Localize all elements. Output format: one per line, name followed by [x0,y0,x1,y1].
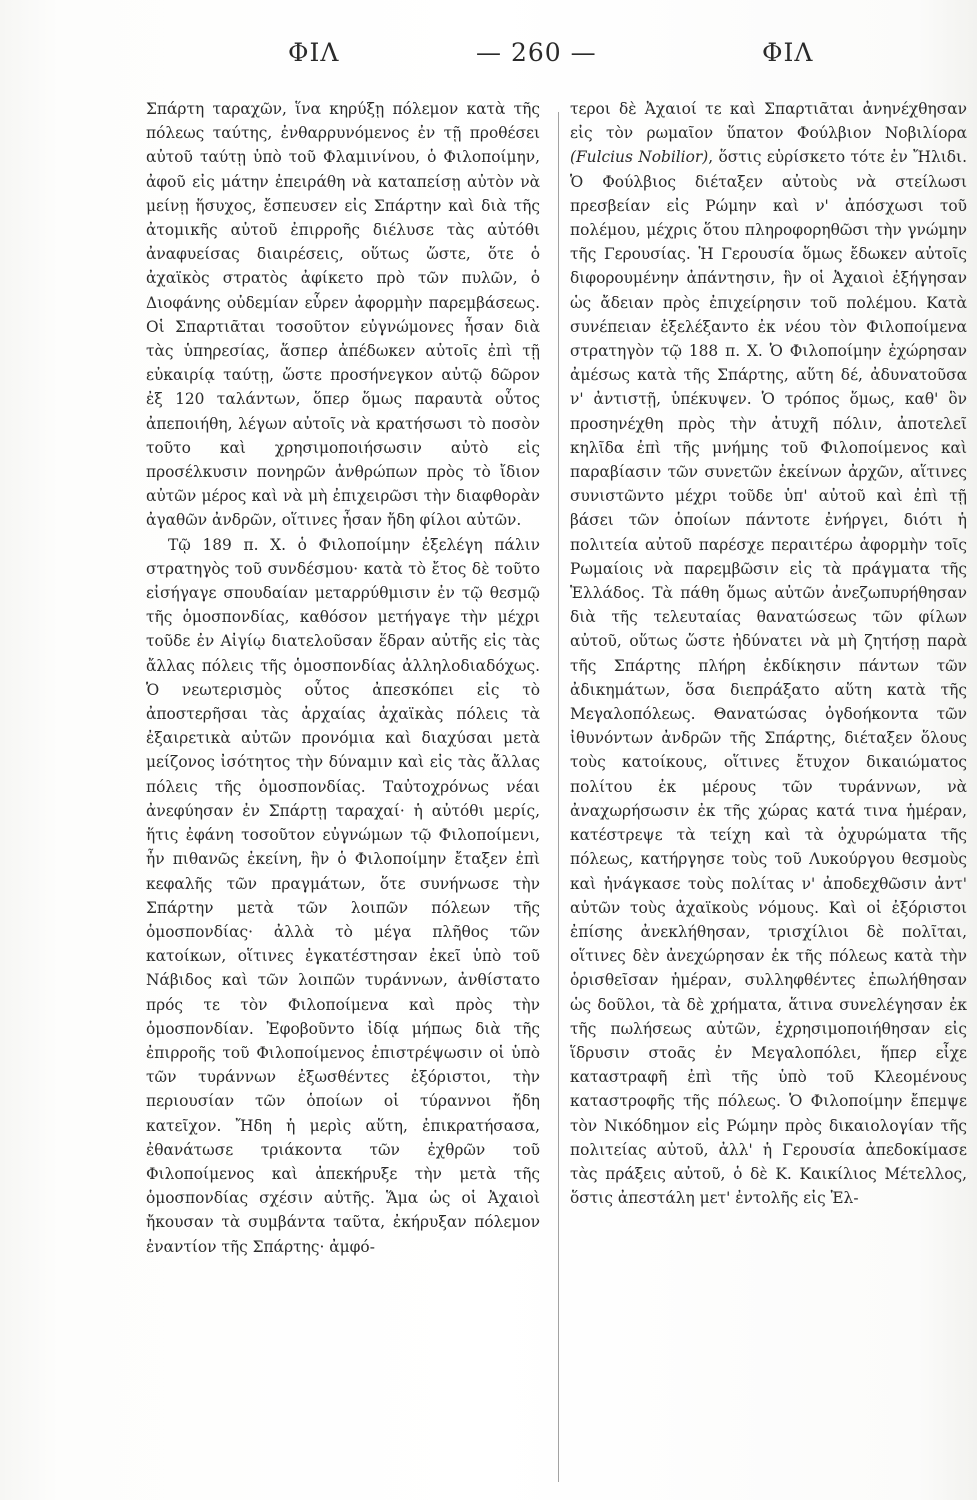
header-left-guide-word: ΦΙΛ [288,38,340,67]
header-right-guide-word: ΦΙΛ [762,38,814,67]
page-header [140,38,830,88]
right-paragraph-1-start: τεροι δὲ Ἀχαιοί τε καὶ Σπαρτιᾶται ἀνηνέχθησαν εἰς τὸν ρωμαῖον ὕπατον Φούλβιον Νοβιλίορα [570,100,967,143]
right-paragraph-1-rest: , ὅστις εὑρίσκετο τότε ἐν Ἤλιδι. Ὁ Φούλβιος διέταξεν αὐτοὺς νὰ στείλωσι πρεσβείαν εἰς Ρώμην καὶ ν' ἀπόσχωσι τοῦ πολέμου, μέχρις ὅτου πληροφορηθῶσι τὴν γνώμην τῆς Γερουσίας. Ἡ Γερουσία ὅμως ἔδωκεν αὐτοῖς διφορουμένην ἀπάντησιν, ἣν οἱ Ἀχαιοὶ ἐξήγησαν ὡς ἄδειαν πρὸς ἐπιχείρησιν τοῦ πολέμου. Κατὰ συνέπειαν ἐξελέξαντο ἐκ νέου τὸν Φιλοποίμενα στρατηγὸν τῷ 188 π. Χ. Ὁ Φιλοποίμην ἐχώρησαν ἀμέσως κατὰ τῆς Σπάρτης, αὕτη δέ, ἀδυνατοῦσα ν' ἀντιστῇ, ὑπέκυψεν. Ὁ τρόπος ὅμως, καθ' ὃν προσηνέχθη πρὸς τὴν ἀτυχῆ πόλιν, ἀποτελεῖ κηλῖδα ἐπὶ τῆς μνήμης τοῦ Φιλοποίμενος καὶ παραβίασιν τῶν συνετῶν ἐκείνων ἀρχῶν, αἵτινες συνιστῶντο μέχρι τοῦδε ὑπ' αὐτοῦ καὶ ἐπὶ τῇ βάσει τῶν ὁποίων πάντοτε ἐνήργει, διότι ἡ πολιτεία αὐτοῦ παρέσχε περαιτέρω ἀφορμὴν τοῖς Ρωμαίοις νὰ παρεμβῶσιν εἰς τὰ πράγματα τῆς Ἑλλάδος. Τὰ πάθη ὅμως αὐτῶν ἀνεζωπυρήθησαν διὰ τῆς τελευταίας θανατώσεως τῶν φίλων αὐτοῦ, οὕτως ὥστε ἠδύνατει νὰ μὴ ζητήσῃ παρὰ τῆς Σπάρτης πλήρη ἐκδίκησιν πάντων τῶν ἀδικημάτων, ὅσα διεπράξατο αὕτη κατὰ τῆς Μεγαλοπόλεως. Θανατώσας ὀγδοήκοντα τῶν ἰθυνόντων ἀνδρῶν τῆς Σπάρτης, διέταξεν ὅλους τοὺς κατοίκους, οἵτινες ἔτυχον δικαιώματος πολίτου ἐκ μέρους τῶν τυράννων, νὰ ἀναχωρήσωσιν ἐκ τῆς χώρας κατά τινα ἡμέραν, κατέστρεψε τὰ τείχη καὶ τὰ ὀχυρώματα τῆς πόλεως, κατήργησε τοὺς τοῦ Λυκούργου θεσμοὺς καὶ ἠνάγκασε τοὺς πολίτας ν' ἀποδεχθῶσιν ἀντ' αὐτῶν τοὺς ἀχαϊκοὺς νόμους. Καὶ οἱ ἐξόριστοι ἐπίσης ἀνεκλήθησαν, τρισχίλιοι δὲ πολῖται, οἵτινες δὲν ἀνεχώρησαν ἐκ τῆς πόλεως κατὰ τὴν ὁρισθεῖσαν ἡμέραν, συλληφθέντες ἐπωλήθησαν ὡς δοῦλοι, τὰ δὲ χρήματα, ἅτινα συνελέγησαν ἐκ τῆς πωλήσεως αὐτῶν, ἐχρησιμοποιήθησαν εἰς ἵδρυσιν στοᾶς ἐν Μεγαλοπόλει, ἥπερ εἶχε καταστραφῆ ἐπὶ τῆς ὑπὸ τοῦ Κλεομένους καταστροφῆς τῆς πόλεως. Ὁ Φιλοποίμην ἔπεμψε τὸν Νικόδημον εἰς Ρώμην πρὸς δικαιολογίαν τῆς πολιτείας αὐτοῦ, ἀλλ' ἡ Γερουσία ἀπεδοκίμασε τὰς πράξεις αὐτοῦ, ὁ δὲ Κ. Καικίλιος Μέτελλος, ὅστις ἀπεστάλη μετ' ἐντολῆς εἰς Ἑλ- [570,148,967,1208]
latin-name: (Fulcius Nobilior) [570,148,709,167]
right-column [570,97,967,1210]
column-divider [558,112,559,1482]
page-number: — 260 — [476,38,597,67]
left-paragraph-2: Τῷ 189 π. Χ. ὁ Φιλοποίμην ἐξελέγη πάλιν στρατηγὸς τοῦ συνδέσμου· κατὰ τὸ ἔτος δὲ τοῦτο εἰσήγαγε σπουδαίαν μεταρρύθμισιν ἐν τῷ θεσμῷ τῆς ὁμοσπονδίας, καθόσον μετήγαγε τὴν μέχρι τοῦδε ἐν Αἰγίῳ διατελοῦσαν ἕδραν αὐτῆς εἰς τὰς ἄλλας πόλεις τῆς ὁμοσπονδίας ἀλληλοδιαδόχως. Ὁ νεωτερισμὸς οὗτος ἀπεσκόπει εἰς τὸ ἀποστερῆσαι τὰς ἀρχαίας ἀχαϊκὰς πόλεις τὰ ἐξαιρετικὰ αὐτῶν προνόμια καὶ διαχύσαι μετὰ μείζονος ἰσότητος τὴν δύναμιν καὶ εἰς τὰς ἄλλας πόλεις τῆς ὁμοσπονδίας. Ταὐτοχρόνως νέαι ἀνεφύησαν ἐν Σπάρτῃ ταραχαί· ἡ αὐτόθι μερίς, ἥτις ἐφάνη τοσοῦτον εὐγνώμων τῷ Φιλοποίμενι, ἦν πιθανῶς ἐκείνη, ἣν ὁ Φιλοποίμην ἔταξεν ἐπὶ κεφαλῆς τῶν πραγμάτων, ὅτε συνήνωσε τὴν Σπάρτην μετὰ τῶν λοιπῶν πόλεων τῆς ὁμοσπονδίας· ἀλλὰ τὸ μέγα πλῆθος τῶν κατοίκων, οἵτινες ἐγκατέστησαν ἐκεῖ ὑπὸ τοῦ Νάβιδος καὶ τῶν λοιπῶν τυράννων, ἀνθίστατο πρός τε τὸν Φιλοποίμενα καὶ πρὸς τὴν ὁμοσπονδίαν. Ἐφοβοῦντο ἰδίᾳ μήπως διὰ τῆς ἐπιρροῆς τοῦ Φιλοποίμενος ἐπιστρέψωσιν οἱ ὑπὸ τῶν τυράννων ἐξωσθέντες ἐξόριστοι, τὴν περιουσίαν τῶν ὁποίων οἱ τύραννοι ἤδη κατεῖχον. Ἤδη ἡ μερὶς αὕτη, ἐπικρατήσασα, ἐθανάτωσε τριάκοντα τῶν ἐχθρῶν τοῦ Φιλοποίμενος καὶ ἀπεκήρυξε τὴν μετὰ τῆς ὁμοσπονδίας σχέσιν αὐτῆς. Ἅμα ὡς οἱ Ἀχαιοὶ ἤκουσαν τὰ συμβάντα ταῦτα, ἐκήρυξαν πόλεμον ἐναντίον τῆς Σπάρτης· ἀμφό- [146,535,540,1256]
left-column [146,97,540,1259]
right-paragraph-1 [570,97,967,1210]
left-paragraph-1: Σπάρτη ταραχῶν, ἵνα κηρύξῃ πόλεμον κατὰ τῆς πόλεως ταύτης, ἐνθαρρυνόμενος ἐν τῇ προθέσει αὐτοῦ ταύτῃ ὑπὸ τοῦ Φλαμινίνου, ὁ Φιλοποίμην, ἀφοῦ εἰς μάτην ἐπειράθη νὰ καταπείσῃ αὐτὸν νὰ μείνῃ ἥσυχος, ἔσπευσεν εἰς Σπάρτην καὶ διὰ τῆς ἀτομικῆς αὐτοῦ ἐπιρροῆς διέλυσε τὰς αὐτόθι ἀναφυείσας διαιρέσεις, οὕτως ὥστε, ὅτε ὁ ἀχαϊκὸς στρατὸς ἀφίκετο πρὸ τῶν πυλῶν, ὁ Διοφάνης οὐδεμίαν εὗρεν ἀφορμὴν παρεμβάσεως. Οἱ Σπαρτιᾶται τοσοῦτον εὐγνώμονες ἦσαν διὰ τὰς ὑπηρεσίας, ἅσπερ ἀπέδωκεν αὐτοῖς ἐπὶ τῇ εὐκαιρίᾳ ταύτῃ, ὥστε προσήνεγκον αὐτῷ δῶρον ἐξ 120 ταλάντων, ὅπερ ὅμως παραυτὰ οὗτος ἀπεποιήθη, λέγων αὐτοῖς νὰ κρατήσωσι τὸ ποσὸν τοῦτο καὶ χρησιμοποιήσωσιν αὐτὸ εἰς προσέλκυσιν πονηρῶν ἀνθρώπων πρὸς τὸ ἴδιον αὐτῶν μέρος καὶ νὰ μὴ ἐπιχειρῶσι τὴν διαφθορὰν ἀγαθῶν ἀνδρῶν, οἵτινες ἦσαν ἤδη φίλοι αὐτῶν. [146,100,540,530]
